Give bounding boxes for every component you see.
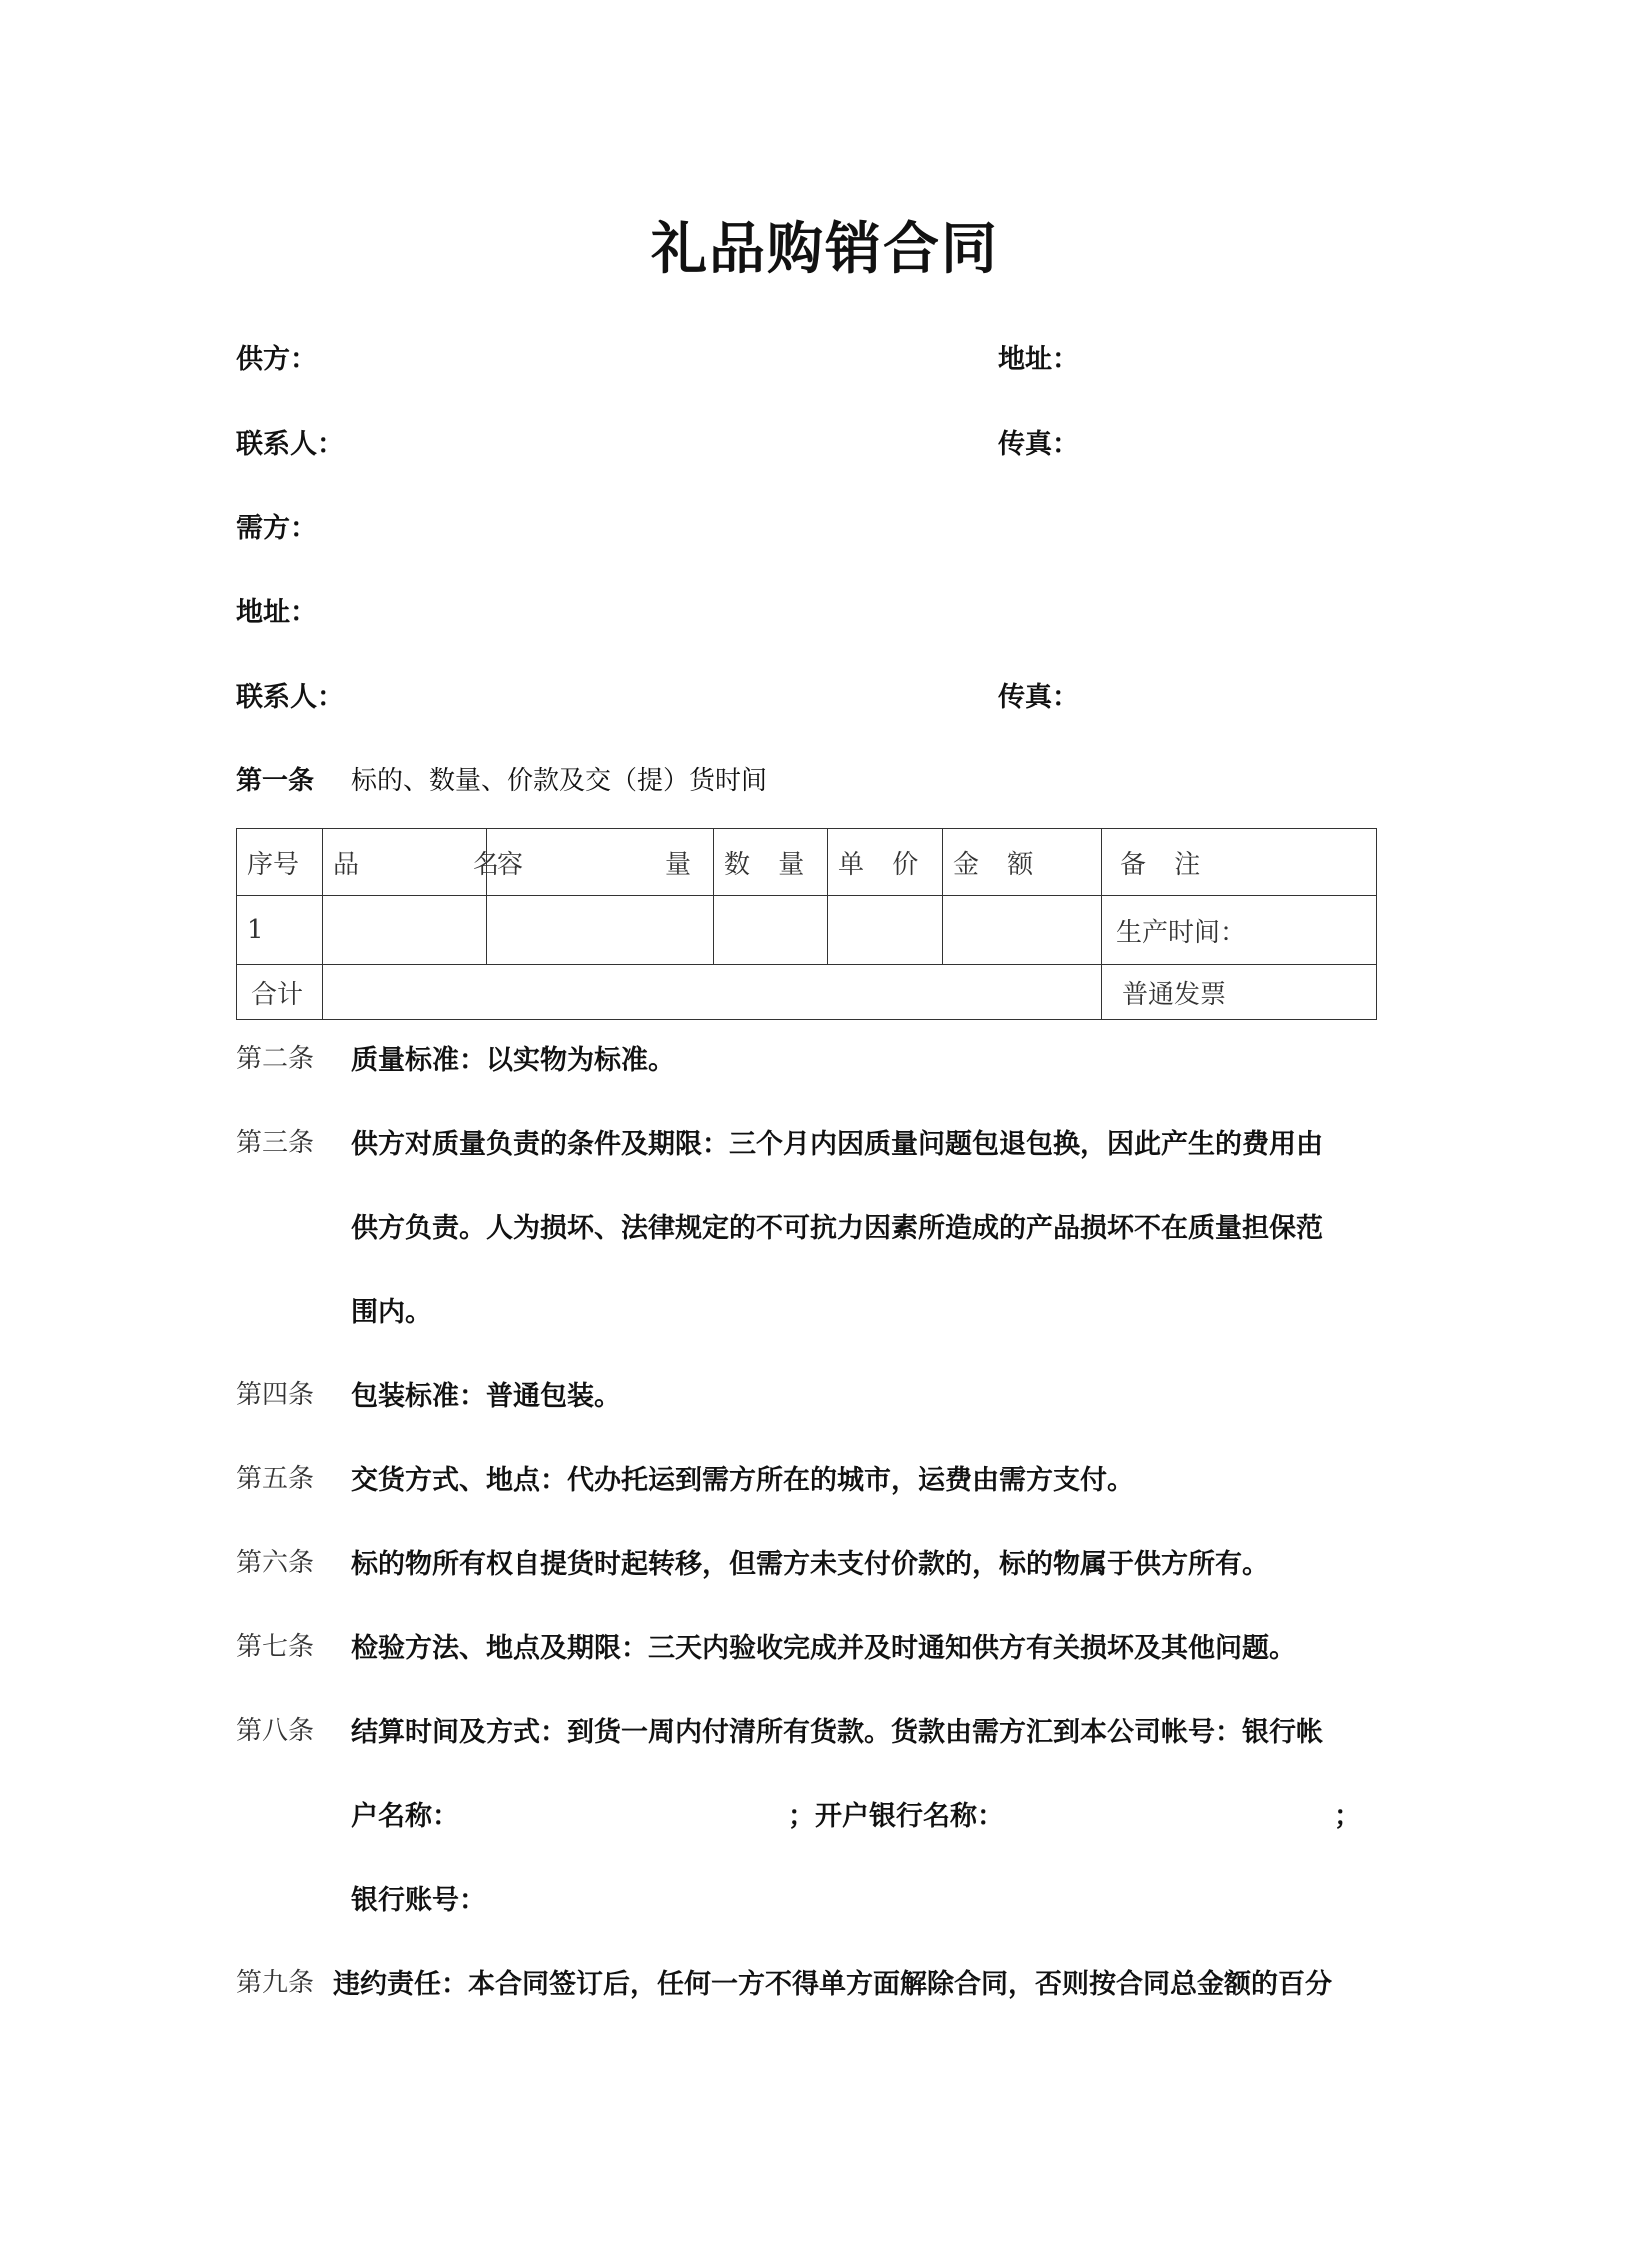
article-9-text: 违约责任：本合同签订后，任何一方不得单方面解除合同，否则按合同总金额的百分 bbox=[333, 1969, 1332, 2000]
table-row bbox=[237, 896, 1377, 965]
invoice-type: 普通发票 bbox=[1102, 965, 1377, 1020]
article-4-text: 包装标准：普通包装。 bbox=[351, 1381, 621, 1412]
row-1-name-cell[interactable] bbox=[323, 896, 487, 965]
article-7-label: 第七条 bbox=[236, 1632, 315, 1662]
article-8-line-1: 结算时间及方式：到货一周内付清所有货款。货款由需方汇到本公司帐号：银行帐 bbox=[351, 1717, 1323, 1748]
goods-table bbox=[236, 828, 1377, 1020]
table-total-row bbox=[237, 965, 1377, 1020]
article-5-label: 第五条 bbox=[236, 1464, 315, 1494]
row-1-unit-price-cell[interactable] bbox=[828, 896, 943, 965]
buyer-fax-label: 传真： bbox=[998, 682, 1079, 713]
article-3-line-2: 供方负责。人为损坏、法律规定的不可抗力因素所造成的产品损坏不在质量担保范 bbox=[351, 1213, 1323, 1244]
article-7-text: 检验方法、地点及期限：三天内验收完成并及时通知供方有关损坏及其他问题。 bbox=[351, 1633, 1296, 1664]
article-1-heading: 标的、数量、价款及交（提）货时间 bbox=[351, 766, 768, 796]
document-title: 礼品购销合同 bbox=[651, 217, 999, 282]
header-cell-no: 序号 bbox=[237, 829, 323, 896]
buyer-label: 需方： bbox=[236, 513, 317, 544]
row-1-amount-cell[interactable] bbox=[943, 896, 1102, 965]
header-cell-unit-price: 单 价 bbox=[828, 829, 943, 896]
article-3-line-3: 围内。 bbox=[351, 1297, 432, 1328]
article-4-label: 第四条 bbox=[236, 1380, 315, 1410]
buyer-contact-label: 联系人： bbox=[236, 682, 344, 713]
row-1-quantity-cell[interactable] bbox=[714, 896, 828, 965]
article-3-label: 第三条 bbox=[236, 1128, 315, 1158]
header-cell-remarks: 备 注 bbox=[1102, 829, 1377, 896]
article-6-label: 第六条 bbox=[236, 1548, 315, 1578]
supplier-contact-label: 联系人： bbox=[236, 429, 344, 460]
header-cell-capacity: 容 量 bbox=[487, 829, 714, 896]
separator-2: ； bbox=[1334, 1801, 1361, 1832]
supplier-label: 供方： bbox=[236, 344, 317, 375]
account-number-label: 银行账号： bbox=[351, 1885, 486, 1916]
account-name-label: 户名称： bbox=[351, 1801, 459, 1832]
row-1-capacity-cell[interactable] bbox=[487, 896, 714, 965]
header-cell-quantity: 数 量 bbox=[714, 829, 828, 896]
table-header-row bbox=[237, 829, 1377, 896]
header-cell-amount: 金 额 bbox=[943, 829, 1102, 896]
article-1-label: 第一条 bbox=[236, 766, 315, 796]
buyer-address-label: 地址： bbox=[236, 597, 317, 628]
row-1-no: 1 bbox=[237, 896, 323, 965]
header-cell-name: 品 名 bbox=[323, 829, 487, 896]
article-3-line-1: 供方对质量负责的条件及期限：三个月内因质量问题包退包换，因此产生的费用由 bbox=[351, 1129, 1323, 1160]
bank-name-label: 开户银行名称： bbox=[815, 1801, 1004, 1832]
article-5-text: 交货方式、地点：代办托运到需方所在的城市，运费由需方支付。 bbox=[351, 1465, 1134, 1496]
separator-1: ； bbox=[788, 1801, 815, 1832]
supplier-address-label: 地址： bbox=[998, 344, 1079, 375]
article-2-label: 第二条 bbox=[236, 1044, 315, 1074]
article-2-text: 质量标准：以实物为标准。 bbox=[351, 1045, 675, 1076]
article-6-text: 标的物所有权自提货时起转移，但需方未支付价款的，标的物属于供方所有。 bbox=[351, 1549, 1269, 1580]
supplier-fax-label: 传真： bbox=[998, 429, 1079, 460]
article-9-label: 第九条 bbox=[236, 1968, 315, 1998]
total-label: 合计 bbox=[237, 965, 323, 1020]
row-1-production-time: 生产时间： bbox=[1102, 896, 1377, 965]
total-amount-cell[interactable] bbox=[323, 965, 1102, 1020]
article-8-label: 第八条 bbox=[236, 1716, 315, 1746]
